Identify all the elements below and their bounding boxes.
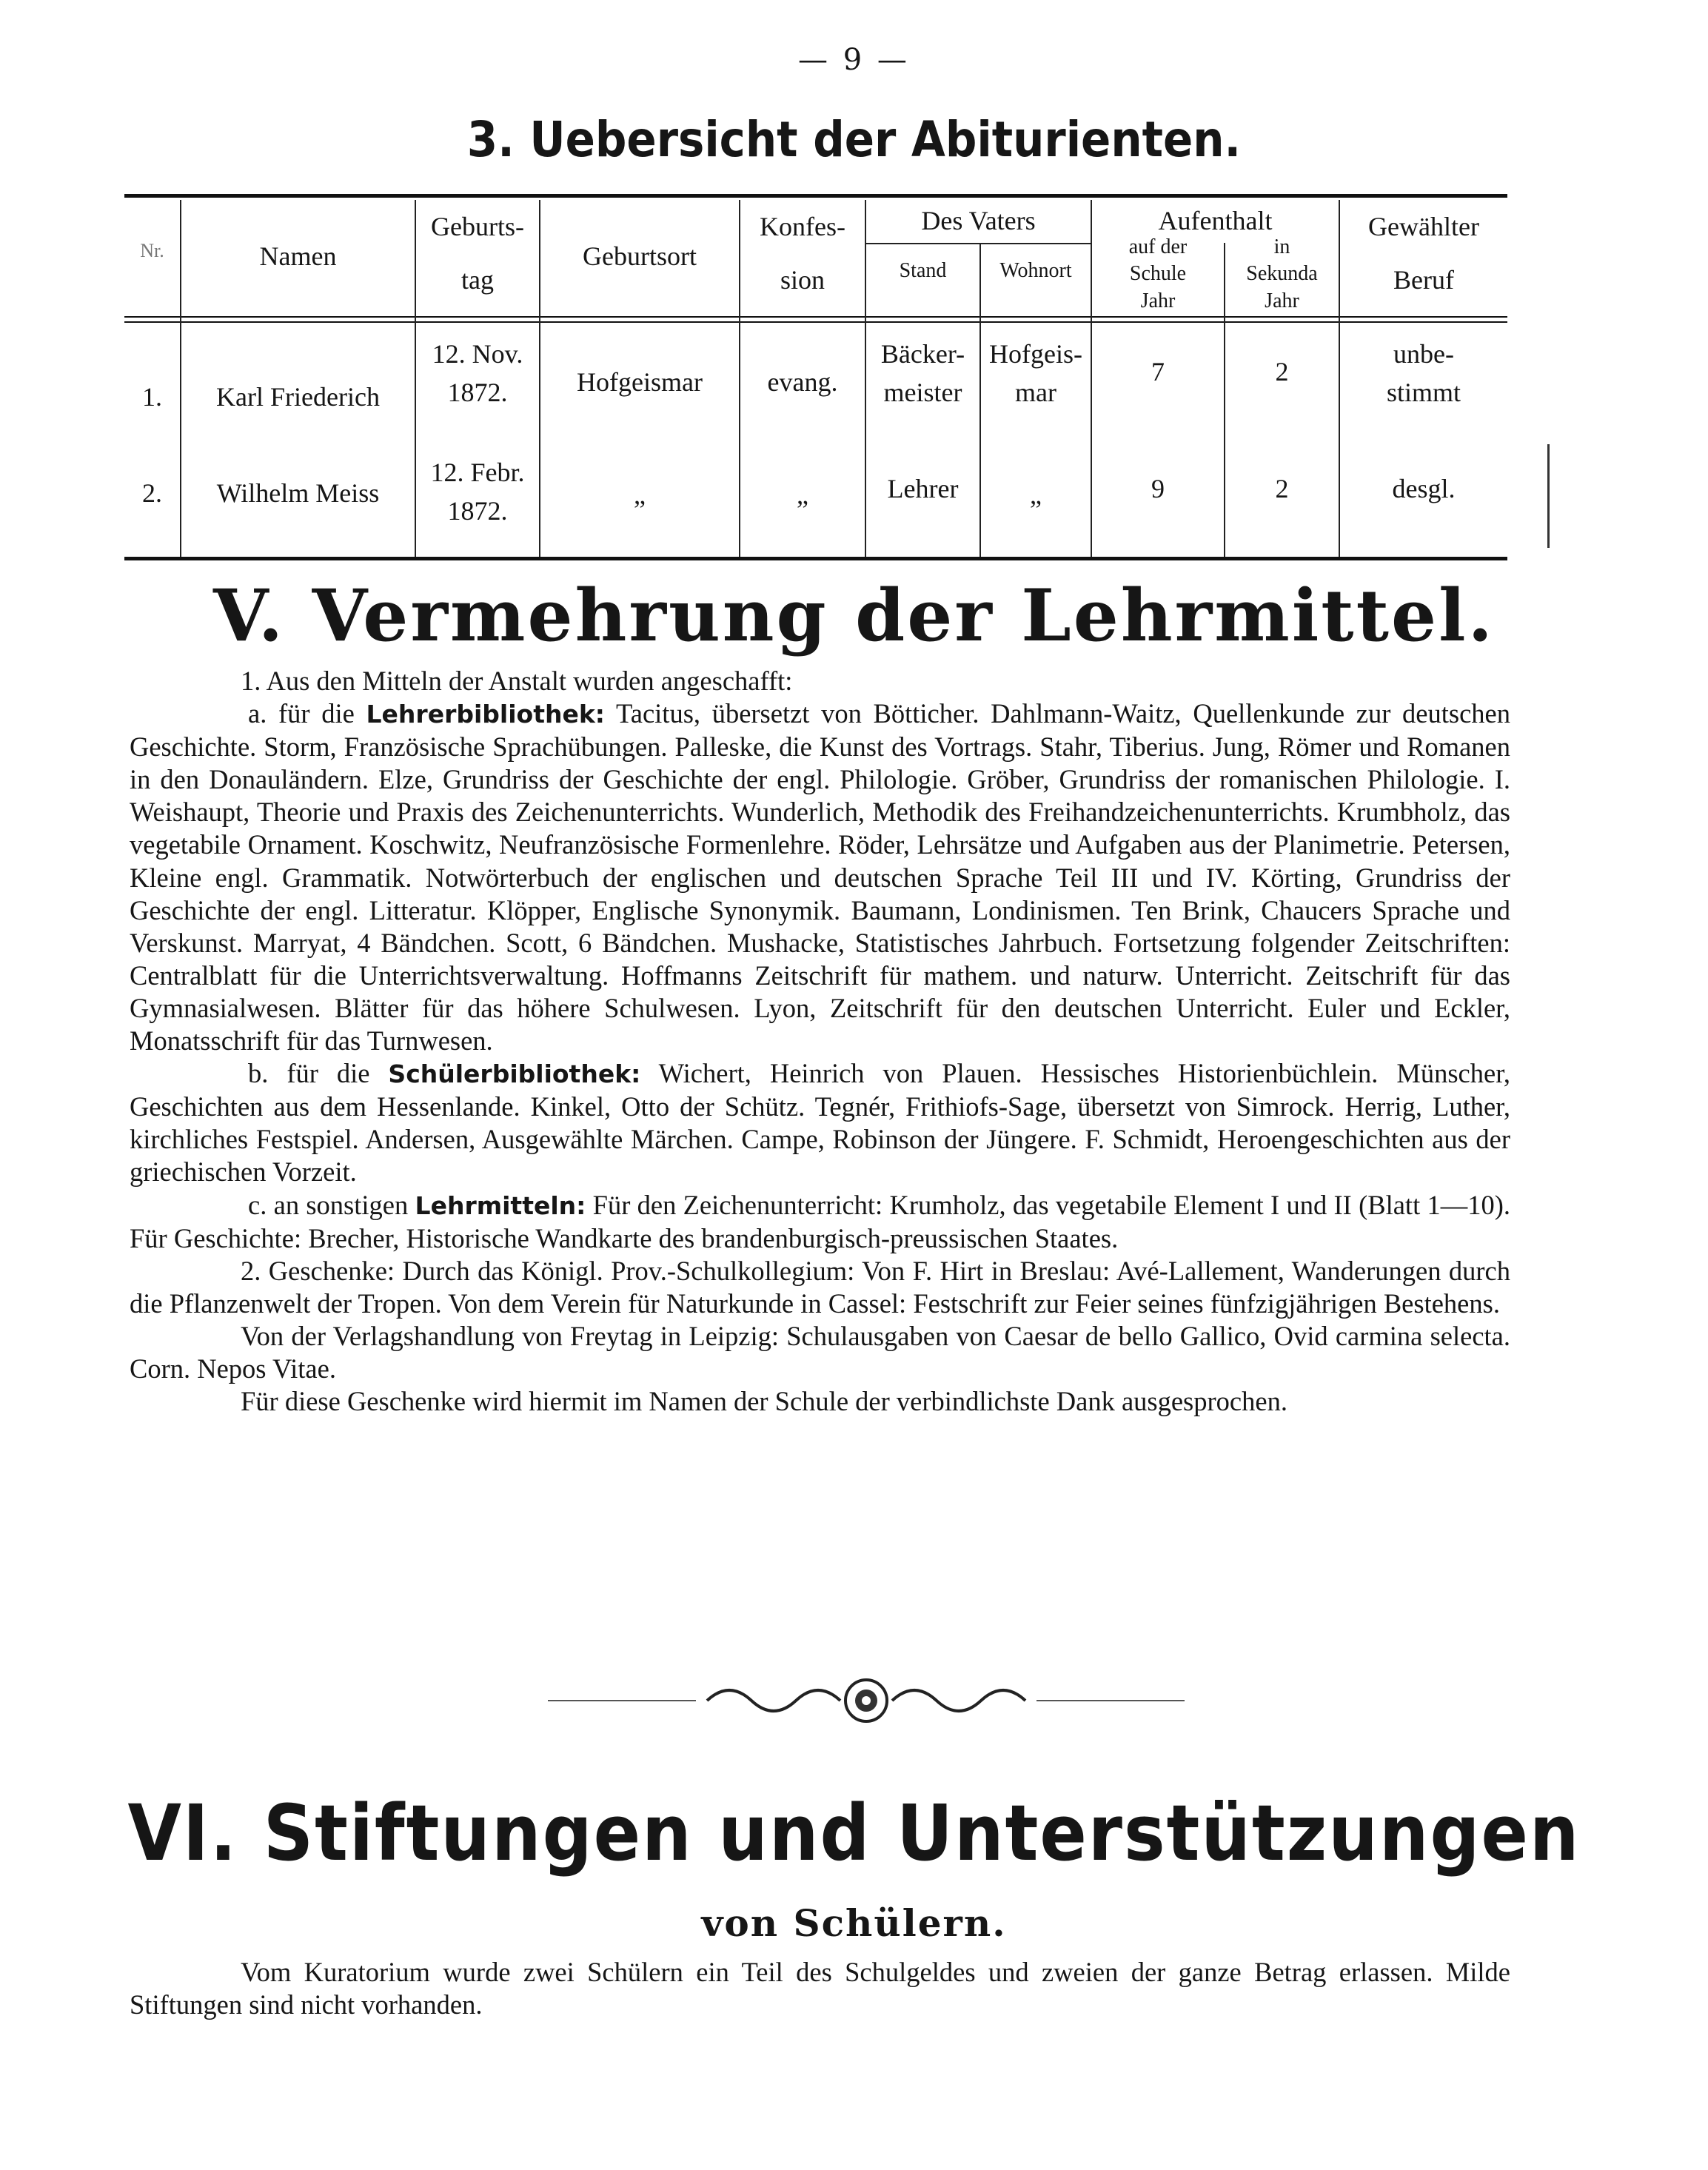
row1-birthday: 12. Nov. 1872.	[432, 339, 523, 408]
header-nr: Nr.	[140, 240, 164, 261]
header-career: Gewählter Beruf	[1368, 212, 1479, 295]
section-v-a: a. für die Lehrerbibliothek: Tacitus, übersetzt von Bötticher. Dahlmann-Waitz, Quellenkunde zur deutschen Geschichte. Storm, Französische Sprachübungen. Palleske, die Kunst des Vortrags. Stahr, Tiberius. Jung, Römer und Romanen in den Donauländern. Elze, Grundriss der Geschichte der engl. Philologie. Gröber, Grundriss der romanischen Philologie. I. Weishaupt, Theorie und Praxis des Zeichenunterrichts. Wunderlich, Methodik des Freihandzeichenunterrichts. Krumbholz, das vegetabile Ornament. Koschwitz, Neufranzösische Formenlehre. Röder, Lehrsätze und Aufgaben aus der Planimetrie. Petersen, Kleine engl. Grammatik. Notwörterbuch der englischen und deutschen Sprache Teil III und IV. Körting, Grundriss der Geschichte der engl. Litteratur. Klöpper, Englische Synonymik. Baumann, Londinismen. Ten Brink, Chaucers Sprache und Verskunst. Marryat, 4 Bändchen. Scott, 6 Bändchen. Mushacke, Statistisches Jahrbuch. Fortsetzung folgender Zeitschriften: Centralblatt für die Unterrichtsverwaltung. Hoffmanns Zeitschrift für mathem. und naturw. Unterricht. Zeitschrift für das Gymnasialwesen. Blätter für das höhere Schulwesen. Lyon, Zeitschrift für den deutschen Unterricht. Euler und Eckler, Monatsschrift für das Turnwesen.	[130, 698, 1511, 1056]
row2-career: desgl.	[1392, 474, 1456, 503]
section-v-body	[130, 665, 1510, 1418]
row1-years-school: 7	[1151, 357, 1165, 386]
header-father-residence: Wohnort	[999, 259, 1072, 282]
row2-confession: „	[797, 480, 808, 509]
section-v-title: V. Vermehrung der Lehrmittel.	[213, 574, 1495, 657]
header-stay-school: auf der Schule Jahr	[1128, 235, 1188, 312]
page-edge-mark	[1547, 444, 1550, 548]
section-vi-body	[130, 1956, 1510, 2021]
row1-name: Karl Friederich	[216, 382, 380, 412]
header-father: Des Vaters	[921, 206, 1036, 235]
row1-father-residence: Hofgeis- mar	[989, 339, 1082, 408]
row2-name: Wilhelm Meiss	[216, 478, 380, 508]
section-v-p4: Für diese Geschenke wird hiermit im Namen der Schule der verbindlichste Dank ausgesprochen.	[241, 1386, 1287, 1417]
row1-confession: evang.	[767, 367, 838, 397]
section-vi-title: VI. Stiftungen und Unterstützungen	[127, 1788, 1581, 1878]
row2-father-residence: „	[1030, 480, 1042, 509]
row1-birthplace: Hofgeismar	[577, 367, 703, 397]
row2-years-sekunda: 2	[1275, 474, 1289, 503]
row2-birthplace: „	[634, 480, 646, 509]
header-confession: Konfes- sion	[760, 212, 845, 295]
row2-nr: 2.	[142, 478, 162, 508]
abiturienten-table	[124, 194, 1507, 560]
header-stay: Aufenthalt	[1158, 206, 1273, 235]
header-name: Namen	[259, 241, 337, 271]
section-v-b: b. für die Schülerbibliothek: Wichert, Heinrich von Plauen. Hessisches Historienbüchlein. Münscher, Geschichten aus dem Hessenlande. Kinkel, Otto der Schütz. Tegnér, Frithiofs-Sage, übersetzt von Simrock. Herrig, Luther, kirchliches Festspiel. Andersen, Ausgewählte Märchen. Campe, Robinson der Jüngere. F. Schmidt, Heroengeschichten aus der griechischen Vorzeit.	[130, 1058, 1511, 1188]
header-stay-sekunda: in Sekunda Jahr	[1246, 235, 1318, 312]
row1-years-sekunda: 2	[1275, 357, 1289, 386]
section-v-p2: 2. Geschenke: Durch das Königl. Prov.-Schulkollegium: Von F. Hirt in Breslau: Avé-Lallement, Wanderungen durch die Pflanzenwelt der Tropen. Von dem Verein für Naturkunde in Cassel: Festschrift zur Feier seines fünfzigjährigen Bestehens.	[130, 1255, 1510, 1319]
section-vi-text: Vom Kuratorium wurde zwei Schülern ein Teil des Schulgeldes und zweien der ganze Betrag erlassen. Milde Stiftungen sind nicht vorhanden.	[130, 1957, 1510, 2020]
row2-years-school: 9	[1151, 474, 1165, 503]
table-title: 3. Uebersicht der Abiturienten.	[466, 111, 1242, 168]
section-v-c: c. an sonstigen Lehrmitteln: Für den Zeichenunterricht: Krumholz, das vegetabile Element I und II (Blatt 1—10). Für Geschichte: Brecher, Historische Wandkarte des brandenburgisch-preussischen Staates.	[130, 1189, 1511, 1253]
row1-career: unbe- stimmt	[1386, 339, 1461, 408]
header-birthplace: Geburtsort	[583, 241, 697, 271]
row1-nr: 1.	[142, 382, 162, 412]
row2-father-status: Lehrer	[887, 474, 959, 503]
row1-father-status: Bäcker- meister	[880, 339, 965, 408]
section-v-p1: 1. Aus den Mitteln der Anstalt wurden angeschafft:	[241, 666, 793, 696]
page-number: — 9 —	[798, 43, 910, 77]
ornament-divider	[548, 1675, 1185, 1727]
header-birthday: Geburts- tag	[431, 212, 524, 295]
row2-birthday: 12. Febr. 1872.	[430, 458, 525, 526]
section-vi-subtitle: von Schülern.	[701, 1901, 1007, 1945]
header-father-status: Stand	[899, 259, 947, 282]
section-v-p3: Von der Verlagshandlung von Freytag in Leipzig: Schulausgaben von Caesar de bello Gallico, Ovid carmina selecta. Corn. Nepos Vitae.	[130, 1320, 1510, 1384]
